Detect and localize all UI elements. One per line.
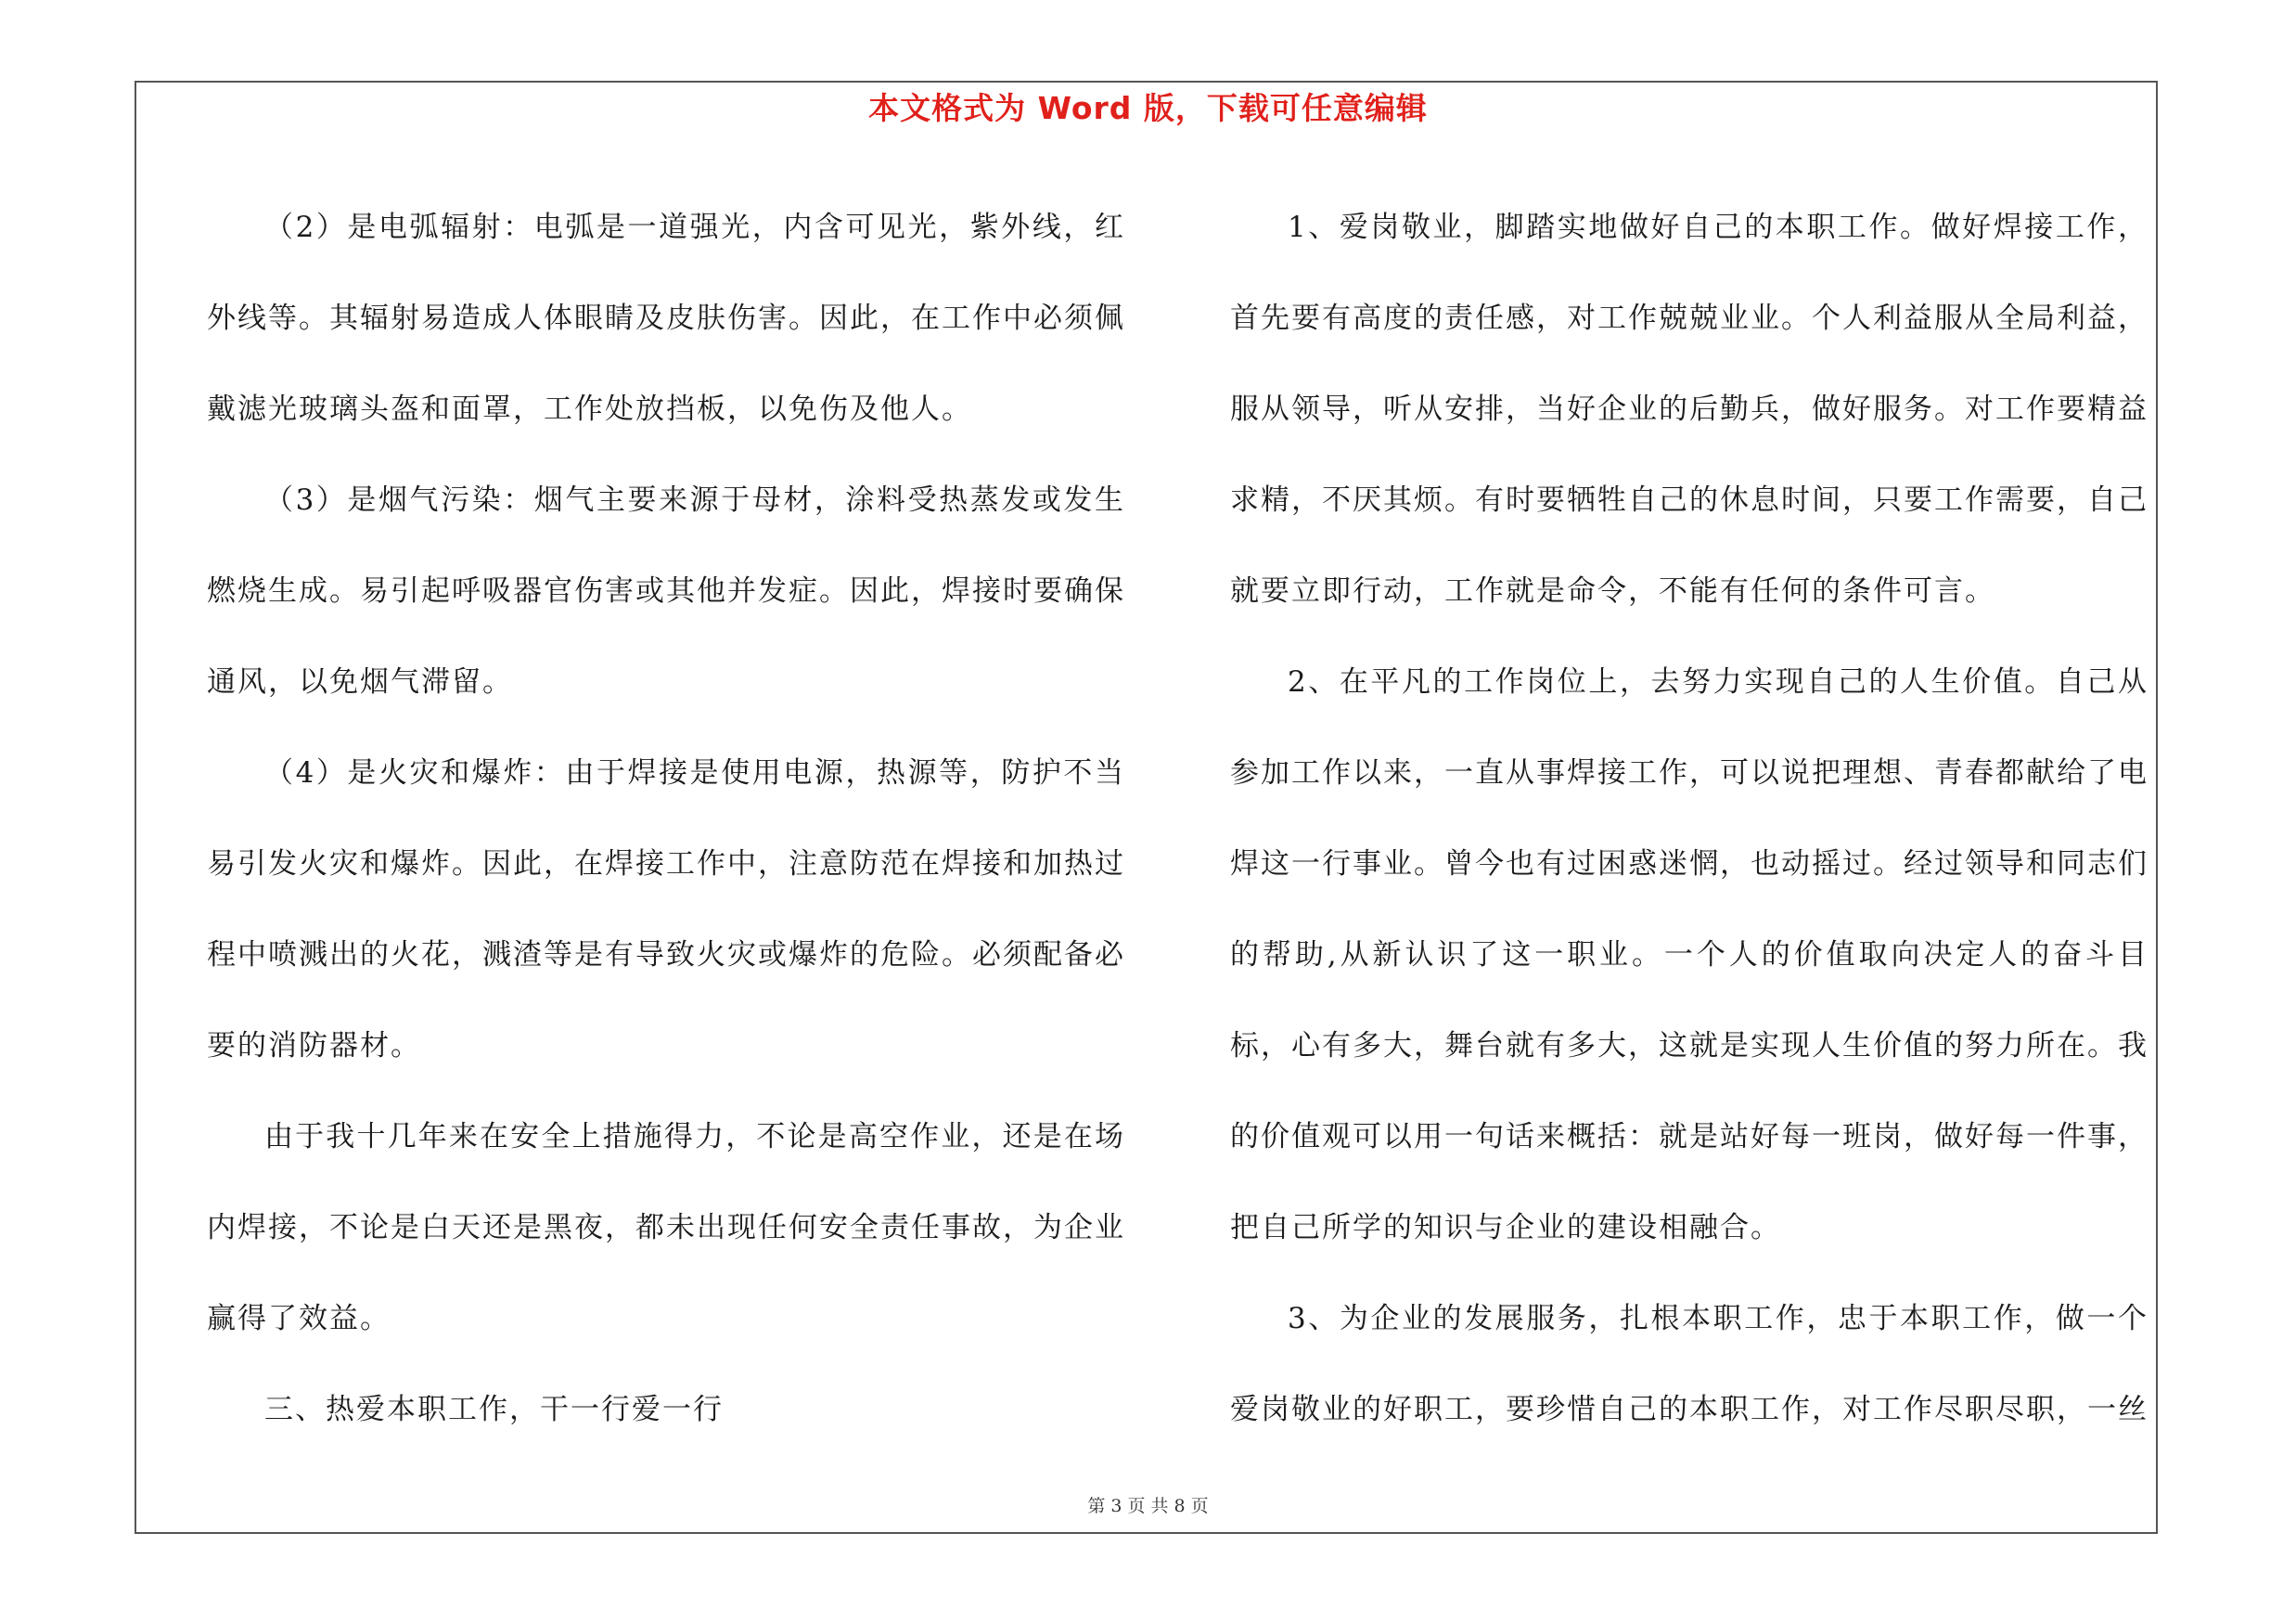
paragraph: （2）是电弧辐射：电弧是一道强光，内含可见光，紫外线，红外线等。其辐射易造成人体眼睛及皮肤伤害。因此，在工作中必须佩戴滤光玻璃头盔和面罩，工作处放挡板，以免伤及他人。 xyxy=(207,211,1125,426)
paragraph: 由于我十几年来在安全上措施得力，不论是高空作业，还是在场内焊接，不论是白天还是黑夜，都未出现任何安全责任事故，为企业赢得了效益。 xyxy=(207,1120,1125,1335)
paragraph: （4）是火灾和爆炸：由于焊接是使用电源，热源等，防护不当易引发火灾和爆炸。因此，在焊接工作中，注意防范在焊接和加热过程中喷溅出的火花，溅渣等是有导致火灾或爆炸的危险。必须配备必要的消防器材。 xyxy=(207,756,1125,1063)
paragraph: 2、在平凡的工作岗位上，去努力实现自己的人生价值。自己从参加工作以来，一直从事焊接工作，可以说把理想、青春都献给了电焊这一行事业。曾今也有过困惑迷惘，也动摇过。经过领导和同志们的帮助,从新认识了这一职业。一个人的价值取向决定人的奋斗目标，心有多大，舞台就有多大，这就是实现人生价值的努力所在。我的价值观可以用一句话来概括：就是站好每一班岗，做好每一件事，把自己所学的知识与企业的建设相融合。 xyxy=(1230,665,2148,1244)
right-text-column xyxy=(1230,182,2148,1455)
section-heading: 三、热爱本职工作，干一行爱一行 xyxy=(264,1393,724,1426)
format-banner: 本文格式为 Word 版，下载可任意编辑 xyxy=(868,90,1428,126)
paragraph: 3、为企业的发展服务，扎根本职工作，忠于本职工作，做一个爱岗敬业的好职工，要珍惜自己的本职工作，对工作尽职尽职，一丝 xyxy=(1230,1302,2148,1426)
paragraph: 1、爱岗敬业，脚踏实地做好自己的本职工作。做好焊接工作，首先要有高度的责任感，对工作兢兢业业。个人利益服从全局利益，服从领导，听从安排，当好企业的后勤兵，做好服务。对工作要精益求精，不厌其烦。有时要牺牲自己的休息时间，只要工作需要，自己就要立即行动，工作就是命令，不能有任何的条件可言。 xyxy=(1230,211,2148,608)
page-number: 第 3 页 共 8 页 xyxy=(1087,1496,1209,1516)
left-text-column xyxy=(207,182,1125,1455)
paragraph: （3）是烟气污染：烟气主要来源于母材，涂料受热蒸发或发生燃烧生成。易引起呼吸器官伤害或其他并发症。因此，焊接时要确保通风，以免烟气滞留。 xyxy=(207,483,1125,699)
